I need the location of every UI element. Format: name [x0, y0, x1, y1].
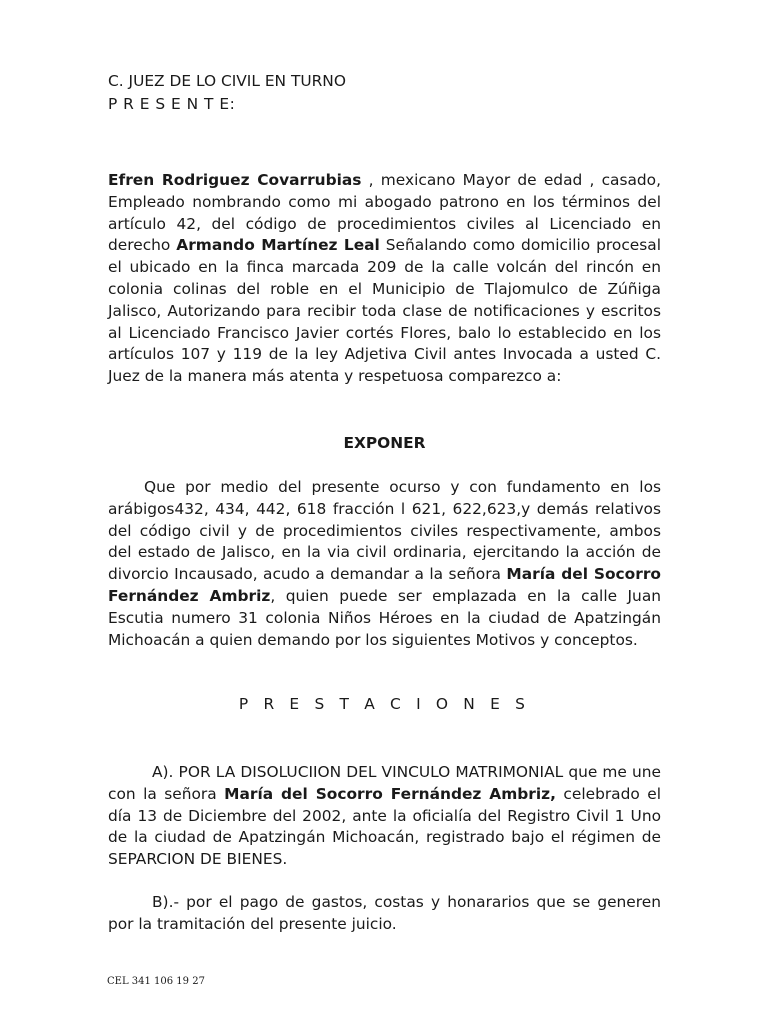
exponer-text-2: , quien puede ser emplazada en la calle Juan Escutia numero 31 colonia Niños Héroes en la ciudad de Apatzingán Michoacán a quien demando por los siguientes Motivos y conceptos.	[108, 586, 662, 649]
intro-text-1: , mexicano Mayor de edad , casado, Empleado nombrando como mi abogado patrono en los términos del artículo 42, del código de procedimientos civiles al Licenciado en derecho	[108, 171, 661, 255]
footer-phone: CEL 341 106 19 27	[107, 976, 205, 987]
intro-text-2: Señalando como domicilio procesal el ubicado en la finca marcada 209 de la calle volcán del rincón en colonia colinas del roble en el Municipio de Tlajomulco de Zúñiga Jalisco, Autorizando para recibir toda clase de notificaciones y escritos al Licenciado Francisco Javier cortés Flores, balo lo establecido en los artículos 107 y 119 de la ley Adjetiva Civil antes Invocada a usted C. Juez de la manera más atenta y respetuosa comparezco a:	[108, 236, 661, 386]
lawyer-name: Armando Martínez Leal	[176, 236, 380, 255]
item-b-paragraph: B).- por el pago de gastos, costas y honararios que se generen por la tramitación del presente juicio.	[108, 893, 661, 933]
item-a-text-1: A). POR LA DISOLUCIION DEL VINCULO MATRIMONIAL que me une con la señora	[108, 763, 661, 803]
item-a-paragraph	[108, 762, 661, 871]
item-a-defendant-name: María del Socorro Fernández Ambriz,	[224, 784, 556, 803]
presente-line: P R E S E N T E:	[108, 95, 236, 113]
defendant-name: María del Socorro Fernández Ambriz	[108, 565, 661, 605]
prestaciones-heading: P R E S T A C I O N E S	[238, 695, 531, 713]
intro-paragraph	[108, 170, 661, 388]
exponer-heading	[108, 433, 661, 455]
addressee-line: C. JUEZ DE LO CIVIL EN TURNO	[108, 72, 346, 90]
item-a-text-2: celebrado el día 13 de Diciembre del 2002, ante la oficialía del Registro Civil 1 Uno de la ciudad de Apatzingán Michoacán, registrado bajo el régimen de SEPARCION DE BIENES.	[108, 784, 661, 869]
plaintiff-name: Efren Rodriguez Covarrubias	[108, 171, 362, 189]
exponer-text-1: Que por medio del presente ocurso y con fundamento en los arábigos432, 434, 442, 618 fracción l 621, 622,623,y demás relativos del código civil y de procedimientos civiles respectivamente, ambos del estado de Jalisco, en la via civil ordinaria, ejercitando la acción de divorcio Incausado, acudo a demandar a la señora	[108, 478, 661, 584]
exponer-paragraph	[108, 477, 661, 651]
exponer-heading-text: EXPONER	[343, 434, 426, 452]
